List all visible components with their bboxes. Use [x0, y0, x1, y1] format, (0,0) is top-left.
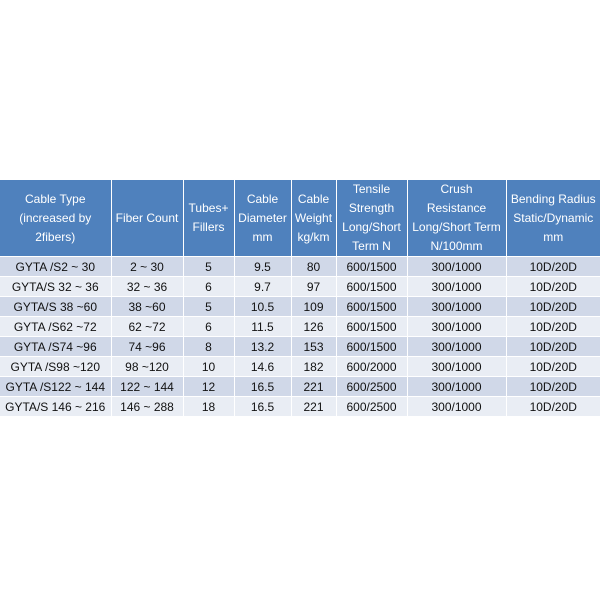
table-cell: 10D/20D [506, 297, 600, 317]
header-bending-radius: Bending Radius Static/Dynamic mm [506, 180, 600, 257]
table-row [0, 257, 600, 277]
table-cell: 16.5 [234, 397, 291, 417]
table-cell: 12 [183, 377, 234, 397]
table-cell: 16.5 [234, 377, 291, 397]
table-cell: 221 [291, 377, 336, 397]
table-cell: 14.6 [234, 357, 291, 377]
table-cell: 600/2500 [336, 397, 407, 417]
table-cell: 126 [291, 317, 336, 337]
table-cell: GYTA/S 146 ~ 216 [0, 397, 111, 417]
table-cell: 10D/20D [506, 397, 600, 417]
table-cell: 300/1000 [407, 277, 506, 297]
table-cell: 221 [291, 397, 336, 417]
header-tubes-fillers: Tubes+ Fillers [183, 180, 234, 257]
table-cell: GYTA/S 32 ~ 36 [0, 277, 111, 297]
table-cell: 5 [183, 297, 234, 317]
table-cell: 9.7 [234, 277, 291, 297]
table-cell: 146 ~ 288 [111, 397, 183, 417]
table-cell: 10D/20D [506, 317, 600, 337]
table-cell: 10.5 [234, 297, 291, 317]
table-cell: 600/1500 [336, 337, 407, 357]
table-cell: 122 ~ 144 [111, 377, 183, 397]
table-cell: 97 [291, 277, 336, 297]
table-row [0, 357, 600, 377]
table-cell: 600/2500 [336, 377, 407, 397]
table-row [0, 377, 600, 397]
table-cell: GYTA /S122 ~ 144 [0, 377, 111, 397]
table-cell: 182 [291, 357, 336, 377]
table-row [0, 337, 600, 357]
table-cell: 18 [183, 397, 234, 417]
header-tensile-strength: Tensile Strength Long/Short Term N [336, 180, 407, 257]
table-cell: 2 ~ 30 [111, 257, 183, 277]
table-cell: 10 [183, 357, 234, 377]
table-cell: 9.5 [234, 257, 291, 277]
table-cell: 74 ~96 [111, 337, 183, 357]
table-cell: 300/1000 [407, 317, 506, 337]
table-cell: 38 ~60 [111, 297, 183, 317]
table-cell: GYTA/S 38 ~60 [0, 297, 111, 317]
table-cell: GYTA /S98 ~120 [0, 357, 111, 377]
table-cell: 11.5 [234, 317, 291, 337]
table-cell: 109 [291, 297, 336, 317]
table-cell: 600/1500 [336, 317, 407, 337]
table-row [0, 297, 600, 317]
table-cell: 10D/20D [506, 277, 600, 297]
cable-spec-table [0, 180, 600, 416]
table-cell: 62 ~72 [111, 317, 183, 337]
header-fiber-count: Fiber Count [111, 180, 183, 257]
header-cable-type: Cable Type (increased by 2fibers) [0, 180, 111, 257]
table-cell: 10D/20D [506, 337, 600, 357]
header-cable-diameter: Cable Diameter mm [234, 180, 291, 257]
table-row [0, 397, 600, 417]
table-cell: 98 ~120 [111, 357, 183, 377]
table-cell: 300/1000 [407, 357, 506, 377]
table-cell: 6 [183, 317, 234, 337]
table-cell: GYTA /S62 ~72 [0, 317, 111, 337]
header-row [0, 180, 600, 257]
table-row [0, 277, 600, 297]
table-cell: 153 [291, 337, 336, 357]
table-cell: 600/1500 [336, 277, 407, 297]
table-cell: 8 [183, 337, 234, 357]
table-cell: 6 [183, 277, 234, 297]
header-cable-weight: Cable Weight kg/km [291, 180, 336, 257]
table-cell: 5 [183, 257, 234, 277]
table-cell: 300/1000 [407, 397, 506, 417]
table-row [0, 317, 600, 337]
table-cell: 10D/20D [506, 257, 600, 277]
table-cell: 13.2 [234, 337, 291, 357]
table-cell: GYTA /S74 ~96 [0, 337, 111, 357]
table-cell: 300/1000 [407, 337, 506, 357]
table-cell: 600/2000 [336, 357, 407, 377]
table-cell: GYTA /S2 ~ 30 [0, 257, 111, 277]
table-cell: 600/1500 [336, 297, 407, 317]
header-crush-resistance: Crush Resistance Long/Short Term N/100mm [407, 180, 506, 257]
table-cell: 300/1000 [407, 297, 506, 317]
table-cell: 10D/20D [506, 377, 600, 397]
table-cell: 600/1500 [336, 257, 407, 277]
table-cell: 32 ~ 36 [111, 277, 183, 297]
table-cell: 80 [291, 257, 336, 277]
table-cell: 10D/20D [506, 357, 600, 377]
table-cell: 300/1000 [407, 257, 506, 277]
table-cell: 300/1000 [407, 377, 506, 397]
